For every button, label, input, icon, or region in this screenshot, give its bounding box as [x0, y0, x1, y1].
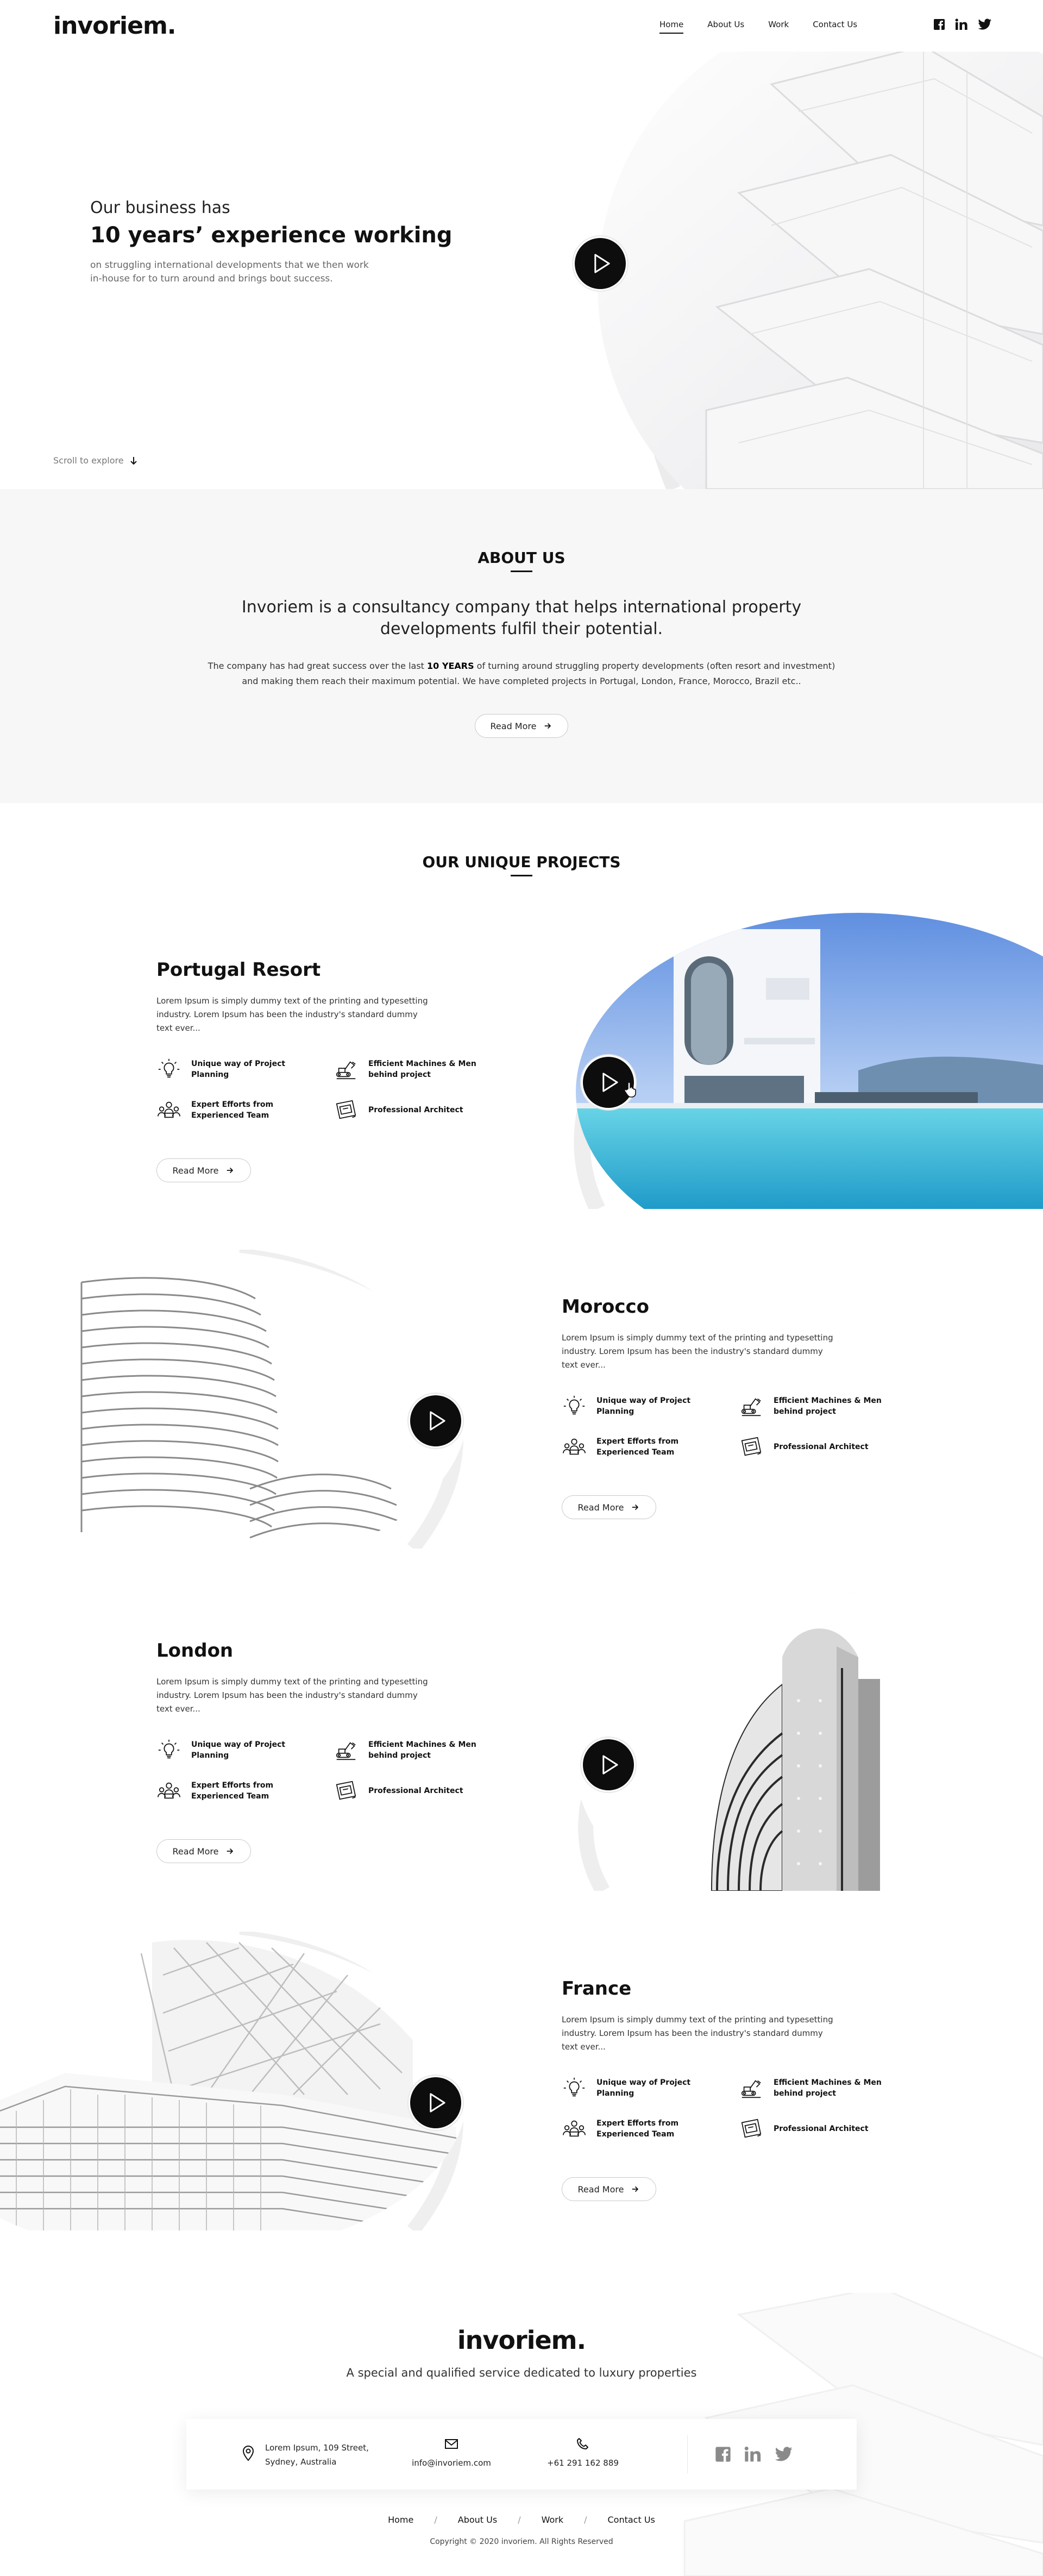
feature-machines	[739, 1394, 882, 1419]
feature-machines-line-2: behind project	[774, 1407, 836, 1416]
twitter-icon[interactable]	[978, 18, 992, 30]
hand-cursor-icon	[624, 1081, 638, 1098]
feature-planning-line-2: Planning	[596, 2089, 634, 2098]
facebook-icon[interactable]	[933, 18, 945, 30]
footer-link-separator: /	[584, 2515, 587, 2525]
feature-planning-line-2: Planning	[191, 1751, 229, 1760]
feature-planning-line-1: Unique way of Project	[596, 2078, 691, 2087]
nav-about[interactable]: About Us	[707, 20, 745, 29]
blueprint-icon	[739, 2116, 764, 2141]
feature-team-line-1: Expert Efforts from	[191, 1781, 274, 1790]
phone-number[interactable]: +61 291 162 889	[547, 2458, 619, 2468]
logo[interactable]: invoriem.	[53, 12, 176, 40]
footer-logo[interactable]: invoriem.	[457, 2326, 586, 2355]
scroll-to-explore[interactable]	[53, 455, 138, 466]
project-london	[0, 1592, 1043, 1891]
desc-line-3: text ever...	[562, 1360, 606, 1370]
facebook-icon[interactable]	[715, 2446, 731, 2462]
london-desc	[156, 1675, 450, 1716]
feature-machines-line-1: Efficient Machines & Men	[774, 1396, 882, 1405]
london-read-more-button[interactable]	[156, 1839, 251, 1863]
france-desc	[562, 2013, 855, 2054]
about-lead-line-2: developments fulfil their potential.	[380, 619, 663, 638]
feature-machines	[334, 1738, 476, 1763]
feature-machines	[334, 1057, 476, 1082]
about-body-line-2: and making them reach their maximum potential. We have completed projects in Portugal, London, France, Morocco, Brazil etc..	[242, 676, 801, 686]
feature-planning	[156, 1738, 285, 1763]
arrow-right-icon	[226, 1166, 235, 1175]
feature-planning-line-1: Unique way of Project	[191, 1740, 286, 1749]
play-icon	[423, 1408, 448, 1433]
desc-line-1: Lorem Ipsum is simply dummy text of the printing and typesetting	[562, 1333, 833, 1343]
address-line-2: Sydney, Australia	[265, 2457, 337, 2467]
footer-link-separator: /	[518, 2515, 521, 2525]
feature-machines-line-2: behind project	[774, 2089, 836, 2098]
desc-line-1: Lorem Ipsum is simply dummy text of the printing and typesetting	[562, 2015, 833, 2025]
arrow-right-icon	[544, 722, 552, 730]
desc-line-2: industry. Lorem Ipsum has been the industry's standard dummy	[156, 1010, 418, 1019]
footer-nav	[0, 2515, 1043, 2525]
project-france	[0, 1932, 1043, 2230]
lightbulb-icon	[156, 1057, 181, 1082]
portugal-title: Portugal Resort	[156, 959, 321, 981]
feature-team-line-1: Expert Efforts from	[596, 2119, 679, 2128]
envelope-icon	[444, 2439, 458, 2449]
team-icon	[562, 2116, 587, 2141]
lightbulb-icon	[562, 1394, 587, 1419]
desc-line-2: industry. Lorem Ipsum has been the industry's standard dummy	[562, 2028, 823, 2038]
blueprint-icon	[334, 1778, 359, 1803]
feature-planning-line-2: Planning	[191, 1070, 229, 1079]
feature-machines-line-1: Efficient Machines & Men	[368, 1740, 476, 1749]
france-play-button[interactable]	[409, 2076, 463, 2130]
copyright: Copyright © 2020 invoriem. All Rights Reserved	[430, 2537, 613, 2546]
hero-desc-line-2: in-house for to turn around and brings bout success.	[90, 273, 333, 284]
arrow-right-icon	[226, 1847, 235, 1856]
desc-line-3: text ever...	[156, 1704, 200, 1714]
phone-icon	[576, 2437, 589, 2450]
nav-work[interactable]: Work	[768, 20, 789, 29]
about-body-pre: The company has had great success over the last	[208, 661, 428, 671]
hero-section	[0, 52, 1043, 489]
feature-team-line-1: Expert Efforts from	[596, 1437, 679, 1446]
read-more-label: Read More	[490, 720, 537, 731]
feature-architect-label: Professional Architect	[368, 1787, 463, 1795]
excavator-icon	[739, 1394, 764, 1419]
desc-line-3: text ever...	[156, 1023, 200, 1033]
feature-team-line-2: Experienced Team	[596, 2130, 675, 2139]
about-section	[0, 489, 1043, 803]
read-more-label: Read More	[577, 2184, 624, 2195]
read-more-label: Read More	[172, 1165, 219, 1176]
feature-machines-line-1: Efficient Machines & Men	[774, 2078, 882, 2087]
arrow-right-icon	[631, 1503, 640, 1512]
feature-architect	[334, 1778, 463, 1803]
blueprint-icon	[739, 1434, 764, 1459]
contact-card	[186, 2419, 857, 2490]
scroll-label: Scroll to explore	[53, 455, 124, 466]
footer-social-links	[715, 2446, 793, 2462]
feature-team-line-1: Expert Efforts from	[191, 1100, 274, 1109]
desc-line-3: text ever...	[562, 2042, 606, 2052]
feature-machines-line-2: behind project	[368, 1070, 431, 1079]
feature-architect-label: Professional Architect	[774, 2124, 869, 2133]
feature-architect	[334, 1098, 463, 1123]
france-read-more-button[interactable]	[562, 2177, 656, 2201]
morocco-building-image	[0, 1250, 489, 1549]
address-line-1: Lorem Ipsum, 109 Street,	[265, 2443, 369, 2453]
france-building-image	[0, 1932, 489, 2230]
lightbulb-icon	[156, 1738, 181, 1763]
feature-machines-line-2: behind project	[368, 1751, 431, 1760]
feature-team	[562, 1434, 678, 1459]
hero-kicker: Our business has	[90, 198, 230, 217]
feature-planning	[156, 1057, 285, 1082]
feature-team	[156, 1778, 273, 1803]
play-icon	[596, 1070, 621, 1095]
excavator-icon	[334, 1057, 359, 1082]
lightbulb-icon	[562, 2076, 587, 2101]
feature-planning	[562, 1394, 690, 1419]
france-title: France	[562, 1978, 632, 2000]
social-links	[933, 18, 992, 30]
arrow-right-icon	[631, 2185, 640, 2193]
about-read-more-button[interactable]	[475, 714, 568, 738]
feature-planning-line-1: Unique way of Project	[596, 1396, 691, 1405]
play-icon	[423, 2090, 448, 2115]
footer-link-work[interactable]: Work	[541, 2515, 564, 2525]
twitter-icon[interactable]	[775, 2446, 793, 2462]
team-icon	[156, 1098, 181, 1123]
about-heading: ABOUT US	[477, 549, 566, 567]
feature-architect	[739, 1434, 869, 1459]
morocco-read-more-button[interactable]	[562, 1495, 656, 1519]
morocco-title: Morocco	[562, 1296, 649, 1318]
read-more-label: Read More	[172, 1846, 219, 1857]
feature-team	[562, 2116, 678, 2141]
feature-architect	[739, 2116, 869, 2141]
desc-line-1: Lorem Ipsum is simply dummy text of the printing and typesetting	[156, 996, 428, 1006]
projects-heading-underline	[511, 875, 532, 876]
feature-team-line-2: Experienced Team	[191, 1792, 269, 1801]
nav-contact[interactable]: Contact Us	[813, 20, 858, 29]
team-icon	[562, 1434, 587, 1459]
hero-desc-line-1: on struggling international developments that we then work	[90, 260, 369, 271]
team-icon	[156, 1778, 181, 1803]
about-lead-line-1: Invoriem is a consultancy company that helps international property	[241, 598, 802, 617]
location-pin-icon	[242, 2445, 255, 2461]
excavator-icon	[334, 1738, 359, 1763]
play-icon	[588, 251, 613, 276]
linkedin-icon[interactable]	[955, 18, 968, 30]
feature-machines-line-1: Efficient Machines & Men	[368, 1060, 476, 1068]
site-footer	[0, 2271, 1043, 2576]
feature-team-line-2: Experienced Team	[191, 1111, 269, 1120]
portugal-resort-image	[554, 913, 1043, 1209]
london-building-image	[554, 1592, 1043, 1891]
feature-architect-label: Professional Architect	[368, 1106, 463, 1114]
read-more-label: Read More	[577, 1502, 624, 1513]
morocco-play-button[interactable]	[409, 1394, 463, 1448]
main-nav	[659, 20, 857, 34]
portugal-desc	[156, 994, 450, 1035]
site-header	[0, 0, 1043, 52]
about-body-post: of turning around struggling property developments (often resort and investment)	[474, 661, 835, 671]
play-icon	[596, 1752, 621, 1777]
desc-line-1: Lorem Ipsum is simply dummy text of the printing and typesetting	[156, 1677, 428, 1687]
about-heading-underline	[511, 571, 532, 572]
blueprint-icon	[334, 1098, 359, 1123]
projects-heading: OUR UNIQUE PROJECTS	[422, 853, 621, 871]
nav-home[interactable]: Home	[659, 20, 683, 34]
morocco-desc	[562, 1331, 855, 1372]
email-link[interactable]: info@invoriem.com	[412, 2458, 491, 2468]
feature-planning-line-1: Unique way of Project	[191, 1060, 286, 1068]
feature-architect-label: Professional Architect	[774, 1443, 869, 1451]
excavator-icon	[739, 2076, 764, 2101]
portugal-read-more-button[interactable]	[156, 1158, 251, 1182]
feature-planning-line-2: Planning	[596, 1407, 634, 1416]
feature-machines	[739, 2076, 882, 2101]
london-play-button[interactable]	[581, 1738, 636, 1792]
about-body-strong: 10 YEARS	[427, 661, 474, 671]
footer-link-about[interactable]: About Us	[457, 2515, 498, 2525]
feature-team	[156, 1098, 273, 1123]
london-title: London	[156, 1640, 234, 1662]
footer-link-separator: /	[434, 2515, 437, 2525]
desc-line-2: industry. Lorem Ipsum has been the industry's standard dummy	[562, 1346, 823, 1356]
feature-planning	[562, 2076, 690, 2101]
feature-team-line-2: Experienced Team	[596, 1448, 675, 1457]
linkedin-icon[interactable]	[744, 2446, 762, 2462]
hero-play-button[interactable]	[573, 236, 627, 291]
arrow-down-icon	[129, 456, 138, 466]
footer-link-contact[interactable]: Contact Us	[607, 2515, 655, 2525]
project-portugal	[0, 913, 1043, 1209]
about-body-line-1	[0, 661, 1043, 671]
project-morocco	[0, 1250, 1043, 1549]
hero-title: 10 years’ experience working	[90, 223, 453, 248]
desc-line-2: industry. Lorem Ipsum has been the industry's standard dummy	[156, 1690, 418, 1700]
footer-link-home[interactable]: Home	[388, 2515, 414, 2525]
footer-tagline: A special and qualified service dedicated to luxury properties	[346, 2366, 697, 2379]
contact-card-divider	[687, 2435, 688, 2473]
